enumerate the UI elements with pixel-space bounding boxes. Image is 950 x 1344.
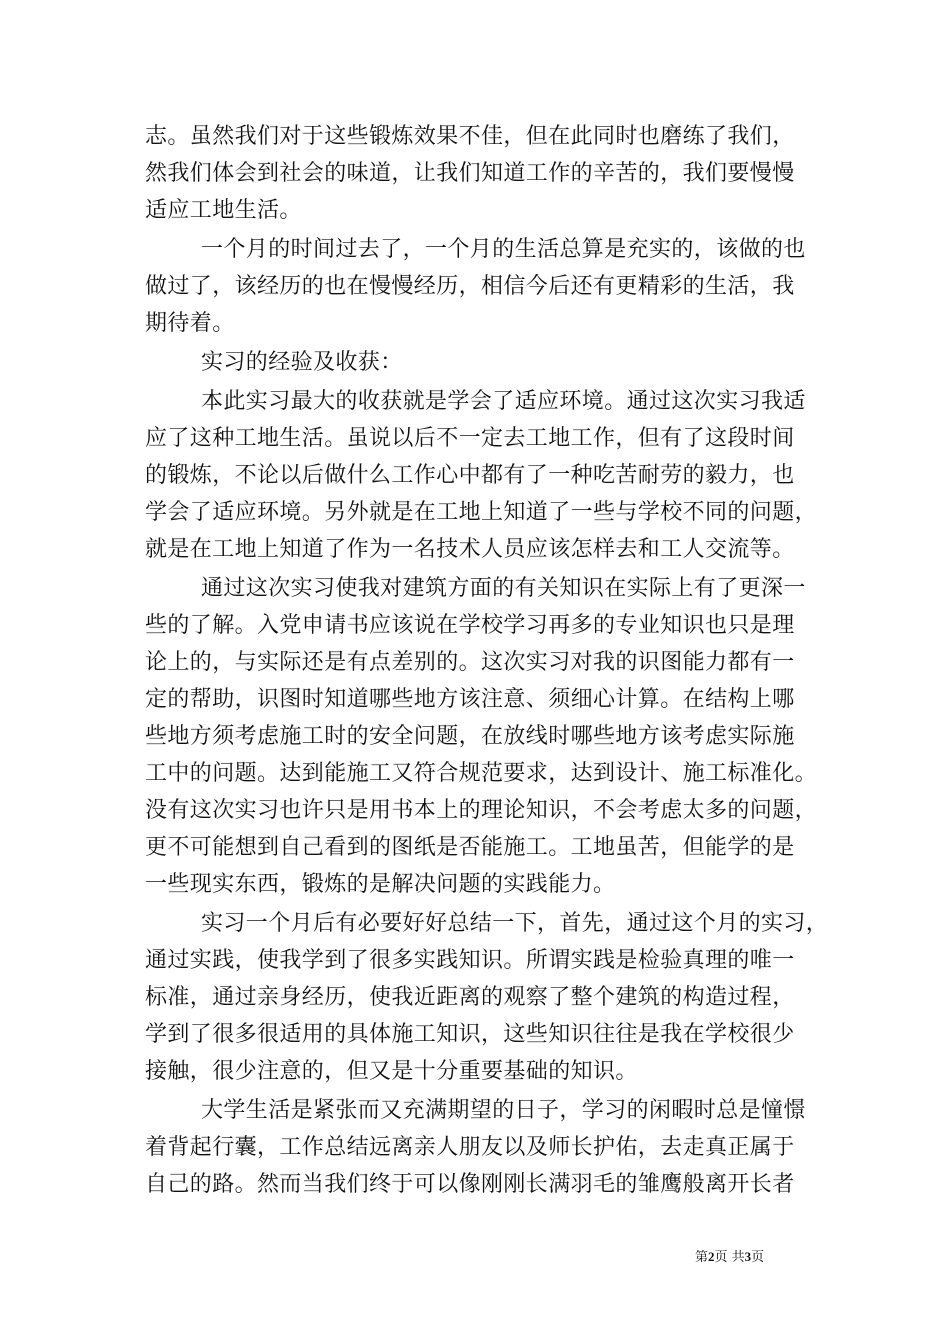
paragraph-start-line: 通过这次实习使我对建筑方面的有关知识在实际上有了更深一 (201, 576, 806, 601)
text-line: 没有这次实习也许只是用书本上的理论知识，不会考虑太多的问题， (145, 798, 818, 823)
paragraph-start-line: 本此实习最大的收获就是学会了适应环境。通过这次实习我适 (201, 389, 806, 414)
text-line: 学到了很多很适用的具体施工知识，这些知识往往是我在学校很少 (145, 1022, 795, 1047)
text-line: 就是在工地上知道了作为一名技术人员应该怎样去和工人交流等。 (145, 537, 795, 562)
text-line: 期待着。 (145, 311, 235, 336)
text-line: 适应工地生活。 (145, 198, 302, 223)
text-line: 接触，很少注意的，但又是十分重要基础的知识。 (145, 1059, 638, 1084)
text-line: 学会了适应环境。另外就是在工地上知道了一些与学校不同的问题， (145, 500, 818, 525)
text-line: 论上的，与实际还是有点差别的。这次实习对我的识图能力都有一 (145, 650, 795, 675)
paragraph-start-line: 实习一个月后有必要好好总结一下，首先，通过这个月的实习， (201, 911, 829, 936)
text-line: 定的帮助，识图时知道哪些地方该注意、须细心计算。在结构上哪 (145, 687, 795, 712)
footer-suffix: 页 (751, 1250, 765, 1265)
text-line: 一些现实东西，锻炼的是解决问题的实践能力。 (145, 872, 616, 897)
text-line: 做过了，该经历的也在慢慢经历，相信今后还有更精彩的生活，我 (145, 274, 795, 299)
paragraph-start-line: 一个月的时间过去了，一个月的生活总算是充实的，该做的也 (201, 237, 806, 262)
text-line: 着背起行囊，工作总结远离亲人朋友以及师长护佑，去走真正属于 (145, 1135, 795, 1160)
current-page-number: 2 (708, 1249, 715, 1264)
page-footer (695, 1248, 825, 1267)
text-line: 自己的路。然而当我们终于可以像刚刚长满羽毛的雏鹰般离开长者 (145, 1172, 795, 1197)
text-line: 工中的问题。达到能施工又符合规范要求，达到设计、施工标准化。 (145, 761, 818, 786)
text-line: 志。虽然我们对于这些锻炼效果不佳，但在此同时也磨练了我们， (145, 124, 795, 149)
text-line: 标准，通过亲身经历，使我近距离的观察了整个建筑的构造过程， (145, 985, 795, 1010)
text-line: 些地方须考虑施工时的安全问题，在放线时哪些地方该考虑实际施 (145, 724, 795, 749)
paragraph-start-line: 大学生活是紧张而又充满期望的日子，学习的闲暇时总是憧憬 (201, 1098, 806, 1123)
text-line: 然我们体会到社会的味道，让我们知道工作的辛苦的，我们要慢慢 (145, 161, 795, 186)
section-heading-line: 实习的经验及收获： (201, 350, 403, 375)
total-page-number: 3 (744, 1249, 752, 1264)
text-line: 更不可能想到自己看到的图纸是否能施工。工地虽苦，但能学的是 (145, 835, 795, 860)
footer-prefix: 第 (695, 1250, 709, 1265)
text-line: 的锻炼，不论以后做什么工作心中都有了一种吃苦耐劳的毅力，也 (145, 463, 795, 488)
footer-middle: 页 共 (714, 1250, 745, 1265)
text-line: 应了这种工地生活。虽说以后不一定去工地工作，但有了这段时间 (145, 426, 795, 451)
text-line: 通过实践，使我学到了很多实践知识。所谓实践是检验真理的唯一 (145, 948, 795, 973)
text-line: 些的了解。入党申请书应该说在学校学习再多的专业知识也只是理 (145, 613, 795, 638)
document-body (145, 118, 829, 1203)
